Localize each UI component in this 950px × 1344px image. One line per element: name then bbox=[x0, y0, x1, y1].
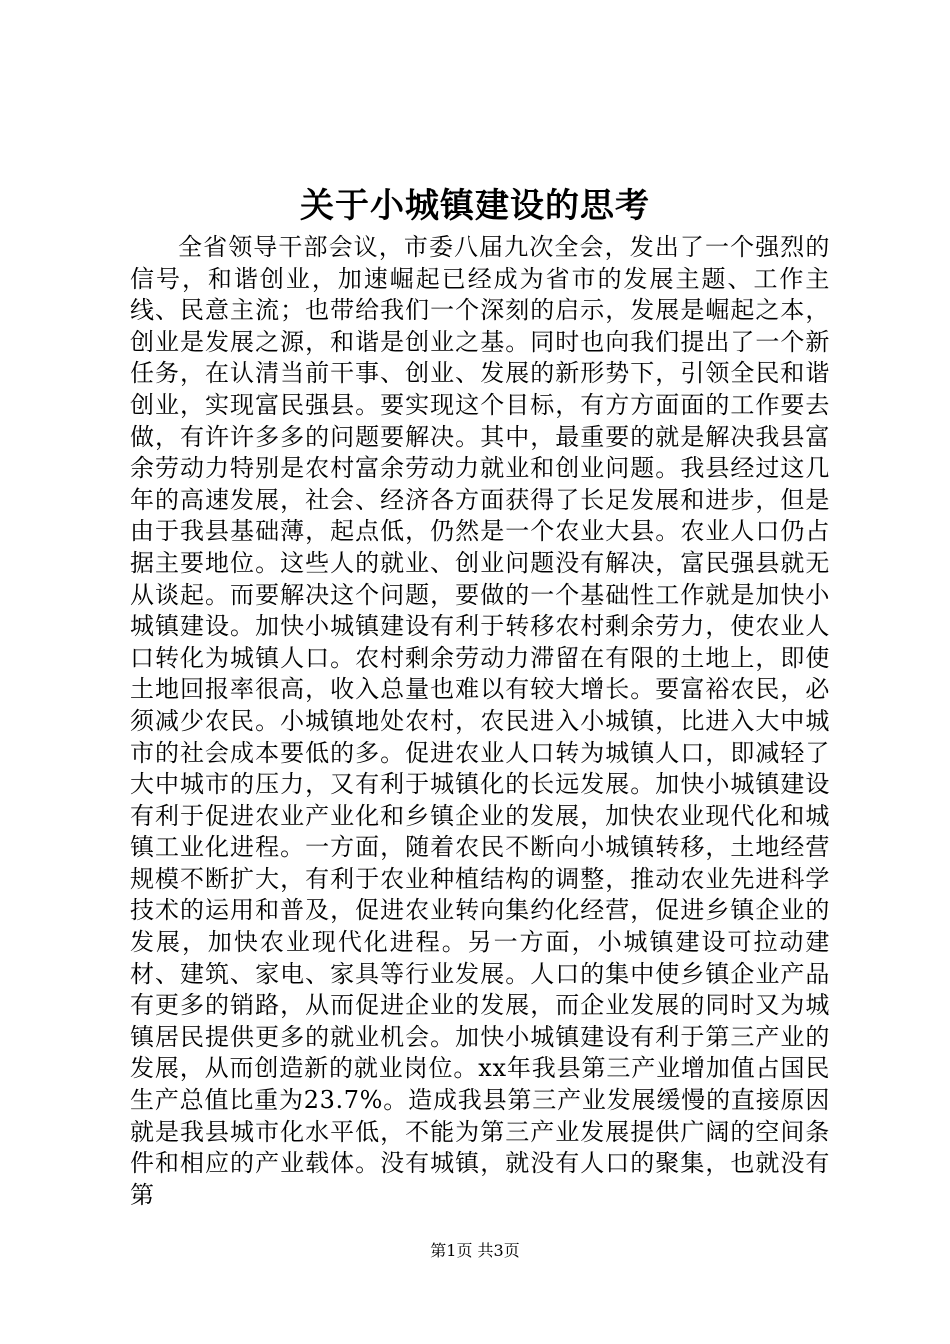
body-paragraph: 全省领导干部会议，市委八届九次全会，发出了一个强烈的信号，和谐创业，加速崛起已经成为省市的发展主题、工作主线、民意主流；也带给我们一个深刻的启示，发展是崛起之本，创业是发展之源，和谐是创业之基。同时也向我们提出了一个新任务，在认清当前干事、创业、发展的新形势下，引领全民和谐创业，实现富民强县。要实现这个目标，有方方面面的工作要去做，有许许多多的问题要解决。其中，最重要的就是解决我县富余劳动力特别是农村富余劳动力就业和创业问题。我县经过这几年的高速发展，社会、经济各方面获得了长足发展和进步，但是由于我县基础薄，起点低，仍然是一个农业大县。农业人口仍占据主要地位。这些人的就业、创业问题没有解决，富民强县就无从谈起。而要解决这个问题，要做的一个基础性工作就是加快小城镇建设。加快小城镇建设有利于转移农村剩余劳力，使农业人口转化为城镇人口。农村剩余劳动力滞留在有限的土地上，即使土地回报率很高，收入总量也难以有较大增长。要富裕农民，必须减少农民。小城镇地处农村，农民进入小城镇，比进入大中城市的社会成本要低的多。促进农业人口转为城镇人口，即减轻了大中城市的压力，又有利于城镇化的长远发展。加快小城镇建设有利于促进农业产业化和乡镇企业的发展，加快农业现代化和城镇工业化进程。一方面，随着农民不断向小城镇转移，土地经营规模不断扩大，有利于农业种植结构的调整，推动农业先进科学技术的运用和普及，促进农业转向集约化经营，促进乡镇企业的发展，加快农业现代化进程。另一方面，小城镇建设可拉动建材、建筑、家电、家具等行业发展。人口的集中使乡镇企业产品有更多的销路，从而促进企业的发展，而企业发展的同时又为城镇居民提供更多的就业机会。加快小城镇建设有利于第三产业的发展，从而创造新的就业岗位。xx年我县第三产业增加值占国民生产总值比重为23.7%。造成我县第三产业发展缓慢的直接原因就是我县城市化水平低，不能为第三产业发展提供广阔的空间条件和相应的产业载体。没有城镇，就没有人口的聚集，也就没有第 bbox=[130, 233, 830, 1209]
page-indicator: 第1页 共3页 bbox=[430, 1241, 520, 1260]
document-title: 关于小城镇建设的思考 bbox=[300, 186, 650, 226]
